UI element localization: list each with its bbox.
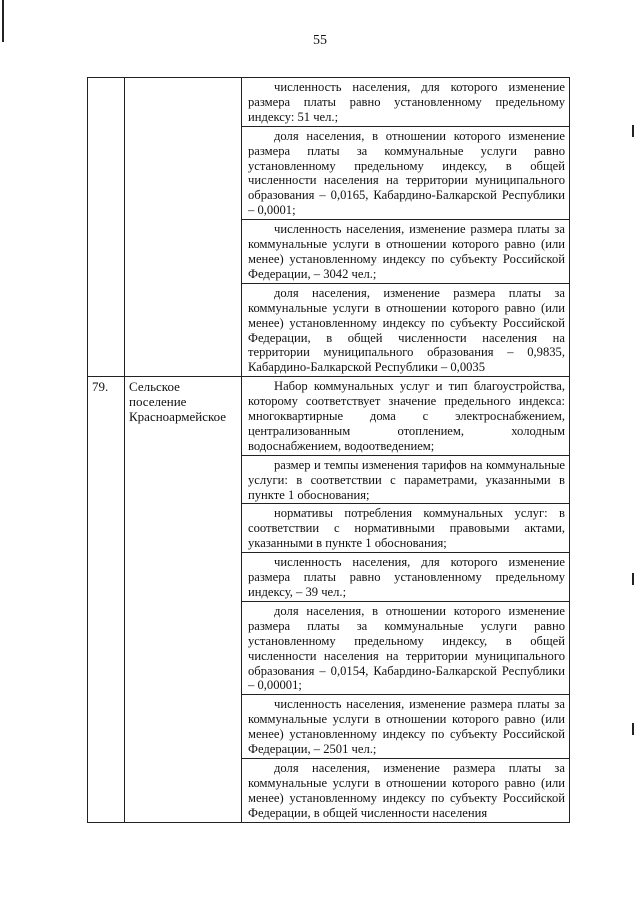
indicator-paragraph: численность населения, изменение размера платы за коммунальные услуги в отношении которого равно (или менее) установленному индексу по субъекту Российской Федерации, – 3042 чел.; xyxy=(242,220,569,284)
indicator-paragraph: нормативы потребления коммунальных услуг: в соответствии с нормативными правовыми актами, указанными в пункте 1 обоснования; xyxy=(242,504,569,553)
row-number xyxy=(88,78,125,377)
municipality-name xyxy=(125,78,242,377)
indicator-paragraph: доля населения, в отношении которого изменение размера платы за коммунальные услуги равно установленному предельному индексу, в общей численности населения на территории муниципального образования – 0,0165, Кабардино-Балкарской Республики – 0,0001; xyxy=(242,127,569,220)
table-row xyxy=(88,377,570,822)
indicator-paragraph: доля населения, в отношении которого изменение размера платы за коммунальные услуги равно установленному предельному индексу, в общей численности населения на территории муниципального образования – 0,0154, Кабардино-Балкарской Республики – 0,00001; xyxy=(242,602,569,695)
scan-mark-right xyxy=(632,125,634,137)
indicator-description xyxy=(242,377,570,822)
scan-mark-right xyxy=(632,573,634,585)
scan-mark-right xyxy=(632,723,634,735)
municipality-name: Сельское поселение Красноармейское xyxy=(125,377,242,822)
scan-mark-left xyxy=(2,0,4,42)
indicator-description xyxy=(242,78,570,377)
indicator-table xyxy=(87,77,570,823)
indicator-paragraph: доля населения, изменение размера платы за коммунальные услуги в отношении которого равно (или менее) установленному индексу по субъекту Российской Федерации, в общей численности населения на территории муниципального образования – 0,9835, Кабардино-Балкарской Республики – 0,0035 xyxy=(248,285,565,375)
indicator-paragraph: численность населения, изменение размера платы за коммунальные услуги в отношении которого равно (или менее) установленному индексу по субъекту Российской Федерации, – 2501 чел.; xyxy=(242,695,569,759)
page-number: 55 xyxy=(313,33,327,48)
indicator-paragraph: размер и темпы изменения тарифов на коммунальные услуги: в соответствии с параметрами, указанными в пункте 1 обоснования; xyxy=(242,456,569,505)
indicator-paragraph: численность населения, для которого изменение размера платы равно установленному предельному индексу, – 39 чел.; xyxy=(242,553,569,602)
table-row xyxy=(88,78,570,377)
indicator-paragraph: численность населения, для которого изменение размера платы равно установленному предельному индексу: 51 чел.; xyxy=(242,78,569,127)
row-number: 79. xyxy=(88,377,125,822)
indicator-paragraph: доля населения, изменение размера платы за коммунальные услуги в отношении которого равно (или менее) установленному индексу по субъекту Российской Федерации, в общей численности населения xyxy=(248,760,565,820)
indicator-paragraph: Набор коммунальных услуг и тип благоустройства, которому соответствует значение предельного индекса: многоквартирные дома с электроснабжением, централизованным отоплением, холодным водоснабжением, водоотведением; xyxy=(242,377,569,456)
